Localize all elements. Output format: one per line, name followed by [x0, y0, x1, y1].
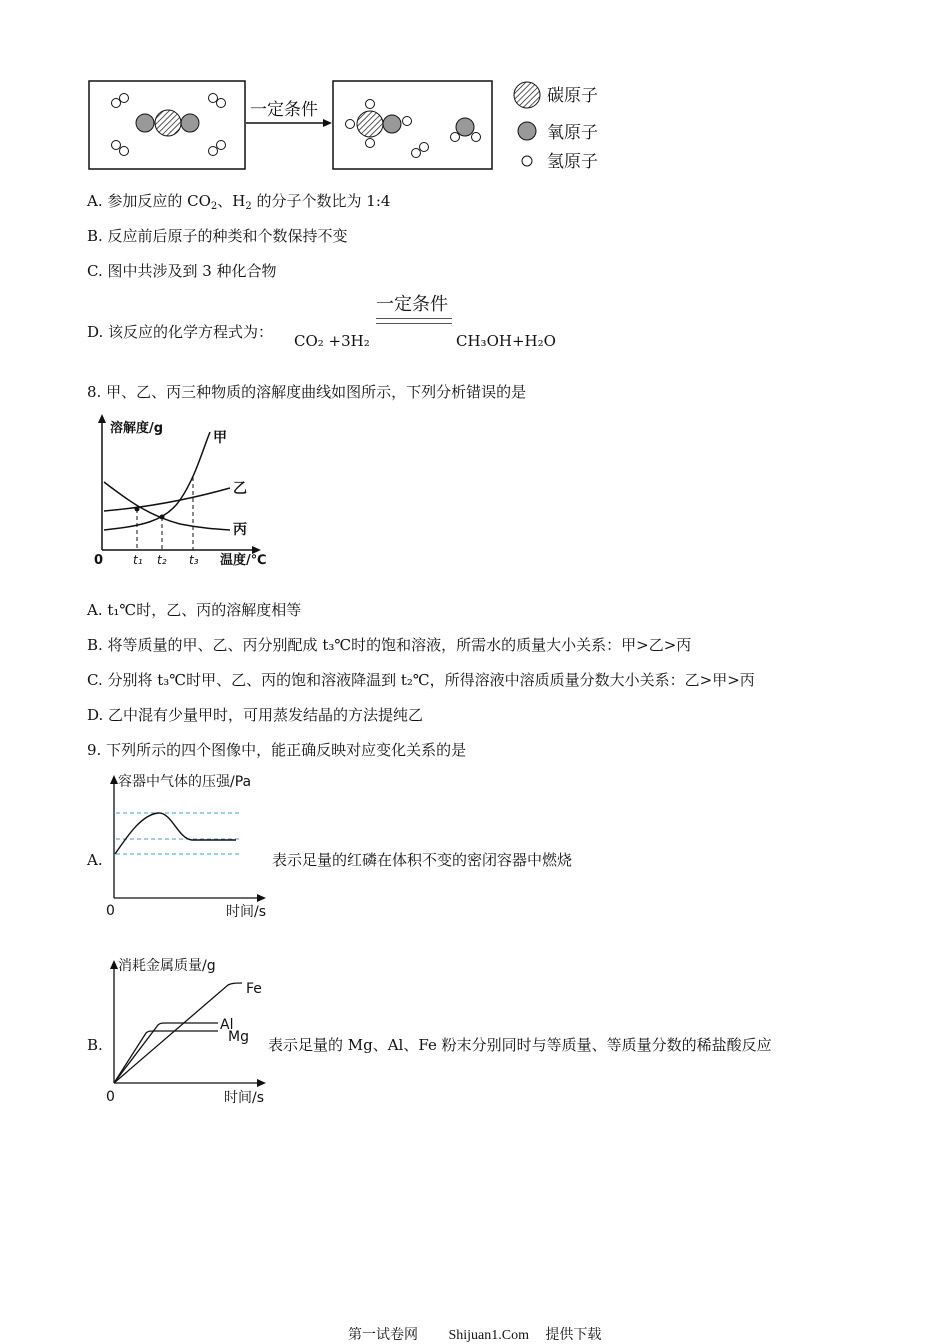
hydrogen-atom-icon	[522, 156, 532, 166]
co2-molecule	[136, 110, 199, 136]
q8-option-c: C. 分别将 t₃℃时甲、乙、丙的饱和溶液降温到 t₂℃，所得溶液中溶质质量分数大小关系：乙>甲>丙	[87, 671, 755, 689]
x-axis-label: 时间/s	[224, 1090, 265, 1106]
label-fe: Fe	[246, 981, 262, 997]
q8-option-d: D. 乙中混有少量甲时，可用蒸发结晶的方法提纯乙	[87, 706, 424, 724]
curve-al	[114, 1023, 218, 1083]
x-axis-label: 温度/℃	[220, 553, 267, 568]
legend	[514, 82, 598, 172]
water-molecule	[451, 118, 481, 142]
q9-stem: 9. 下列所示的四个图像中，能正确反映对应变化关系的是	[87, 741, 467, 759]
q9-option-b-text: 表示足量的 Mg、Al、Fe 粉末分别同时与等质量、等质量分数的稀盐酸反应	[268, 1036, 772, 1054]
q7-option-b: B. 反应前后原子的种类和个数保持不变	[87, 227, 348, 245]
pressure-graph	[100, 770, 275, 920]
label-bing: 丙	[233, 522, 247, 538]
tick-t3: t₃	[189, 553, 199, 567]
q8-option-b: B. 将等质量的甲、乙、丙分别配成 t₃℃时的饱和溶液，所需水的质量大小关系：甲>乙>丙	[87, 636, 692, 654]
metal-mass-graph	[100, 955, 275, 1105]
tick-t2: t₂	[157, 553, 167, 567]
q8-stem: 8. 甲、乙、丙三种物质的溶解度曲线如图所示，下列分析错误的是	[87, 383, 527, 401]
origin-label: 0	[106, 1089, 115, 1105]
label-yi: 乙	[233, 481, 247, 497]
legend-hydrogen: 氢原子	[547, 152, 598, 172]
reaction-diagram	[80, 75, 610, 175]
legend-oxygen: 氧原子	[547, 123, 598, 143]
equation-products: CH₃OH+H₂O	[456, 332, 556, 350]
x-axis-label: 时间/s	[226, 904, 267, 920]
origin-label: 0	[94, 553, 104, 568]
arrow-label: 一定条件	[250, 100, 318, 120]
q9-option-a-label: A.	[87, 851, 103, 869]
equation-reactants: CO₂ +3H₂	[294, 332, 370, 350]
methanol-molecule	[346, 100, 412, 148]
y-axis-label: 消耗金属质量/g	[118, 958, 216, 974]
oxygen-atom-icon	[518, 122, 536, 140]
q8-option-a: A. t₁℃时，乙、丙的溶解度相等	[87, 601, 302, 619]
q9-option-b-label: B.	[87, 1036, 103, 1054]
footer-download: 提供下载	[545, 1327, 602, 1343]
pressure-curve	[115, 813, 236, 854]
equation-condition: 一定条件	[376, 294, 448, 315]
label-jia: 甲	[213, 430, 227, 446]
hydrogen-molecule	[412, 143, 429, 158]
footer-domain[interactable]: Shijuan1.Com	[448, 1328, 529, 1343]
y-axis-label: 溶解度/g	[110, 421, 164, 436]
footer-site-name: 第一试卷网	[348, 1327, 418, 1343]
origin-label: 0	[106, 903, 115, 919]
footer	[348, 1324, 601, 1344]
label-al: Al	[220, 1017, 234, 1033]
y-axis-label: 容器中气体的压强/Pa	[118, 774, 252, 790]
q7-option-c: C. 图中共涉及到 3 种化合物	[87, 262, 277, 280]
equation-equals	[376, 318, 452, 324]
solubility-graph	[90, 412, 270, 572]
q7-option-d: D. 该反应的化学方程式为：	[87, 323, 274, 341]
tick-t1: t₁	[133, 553, 143, 567]
curve-fe	[114, 983, 242, 1083]
curve-bing	[104, 482, 230, 530]
curve-yi	[104, 488, 230, 511]
legend-carbon: 碳原子	[547, 86, 598, 106]
carbon-atom-icon	[514, 82, 540, 108]
q7-option-a: A. 参加反应的 $CO_2$、$H_2$ 的分子个数比为 1:4	[87, 192, 391, 212]
q9-option-a-text: 表示足量的红磷在体积不变的密闭容器中燃烧	[272, 851, 573, 869]
label-mg: Mg	[228, 1029, 249, 1045]
